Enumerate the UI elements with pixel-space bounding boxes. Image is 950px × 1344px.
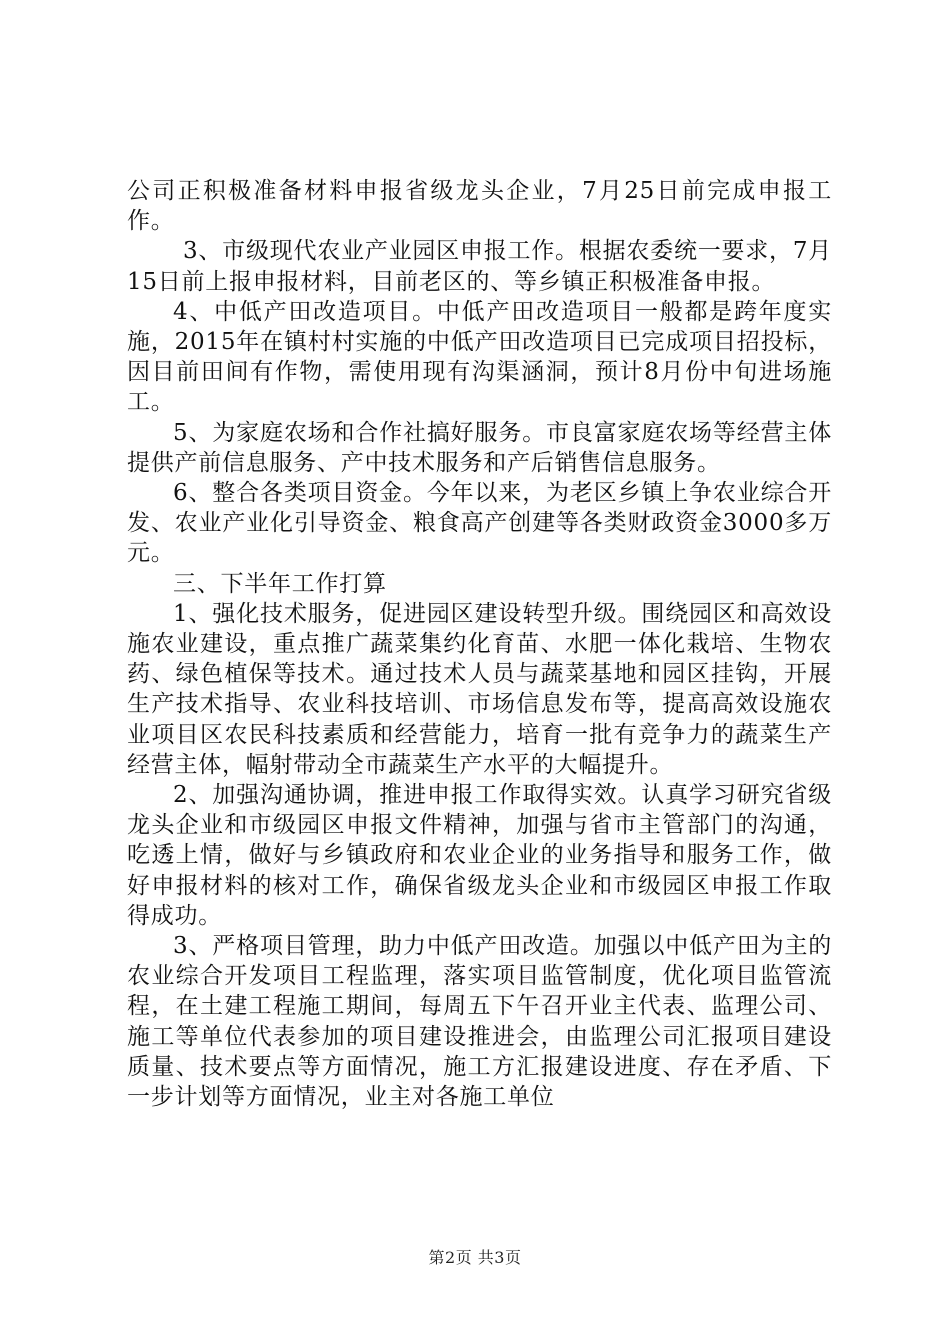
paragraph-item-4-farmland: 4、中低产田改造项目。中低产田改造项目一般都是跨年度实施，2015年在镇村村实施的中低产田改造项目已完成项目招投标，因目前田间有作物，需使用现有沟渠涵洞，预计8月份中旬进场施工。 — [127, 298, 832, 416]
paragraph-item-6-funds: 6、整合各类项目资金。今年以来，为老区乡镇上争农业综合开发、农业产业化引导资金、粮食高产创建等各类财政资金3000多万元。 — [127, 480, 832, 567]
section-heading: 三、下半年工作打算 — [173, 570, 387, 597]
paragraph-item-3-park: 3、市级现代农业产业园区申报工作。根据农委统一要求，7月15日前上报申报材料，目前老区的、等乡镇正积极准备申报。 — [127, 238, 832, 295]
paragraph-item-5-service: 5、为家庭农场和合作社搞好服务。市良富家庭农场等经营主体提供产前信息服务、产中技术服务和产后销售信息服务。 — [127, 419, 832, 476]
document-body — [127, 176, 832, 1112]
page-footer: 第2页 共3页 — [428, 1248, 522, 1267]
paragraph-continuation: 公司正积极准备材料申报省级龙头企业，7月25日前完成申报工作。 — [127, 178, 832, 235]
paragraph-plan-1: 1、强化技术服务，促进园区建设转型升级。围绕园区和高效设施农业建设，重点推广蔬菜集约化育苗、水肥一体化栽培、生物农药、绿色植保等技术。通过技术人员与蔬菜基地和园区挂钩，开展生产技术指导、农业科技培训、市场信息发布等，提高高效设施农业项目区农民科技素质和经营能力，培育一批有竞争力的蔬菜生产经营主体，幅射带动全市蔬菜生产水平的大幅提升。 — [127, 600, 832, 778]
paragraph-plan-2: 2、加强沟通协调，推进申报工作取得实效。认真学习研究省级龙头企业和市级园区申报文件精神，加强与省市主管部门的沟通，吃透上情，做好与乡镇政府和农业企业的业务指导和服务工作，做好申报材料的核对工作，确保省级龙头企业和市级园区申报工作取得成功。 — [127, 782, 832, 929]
paragraph-plan-3: 3、严格项目管理，助力中低产田改造。加强以中低产田为主的农业综合开发项目工程监理，落实项目监管制度，优化项目监管流程，在土建工程施工期间，每周五下午召开业主代表、监理公司、施工等单位代表参加的项目建设推进会，由监理公司汇报项目建设质量、技术要点等方面情况，施工方汇报建设进度、存在矛盾、下一步计划等方面情况，业主对各施工单位 — [127, 933, 832, 1111]
